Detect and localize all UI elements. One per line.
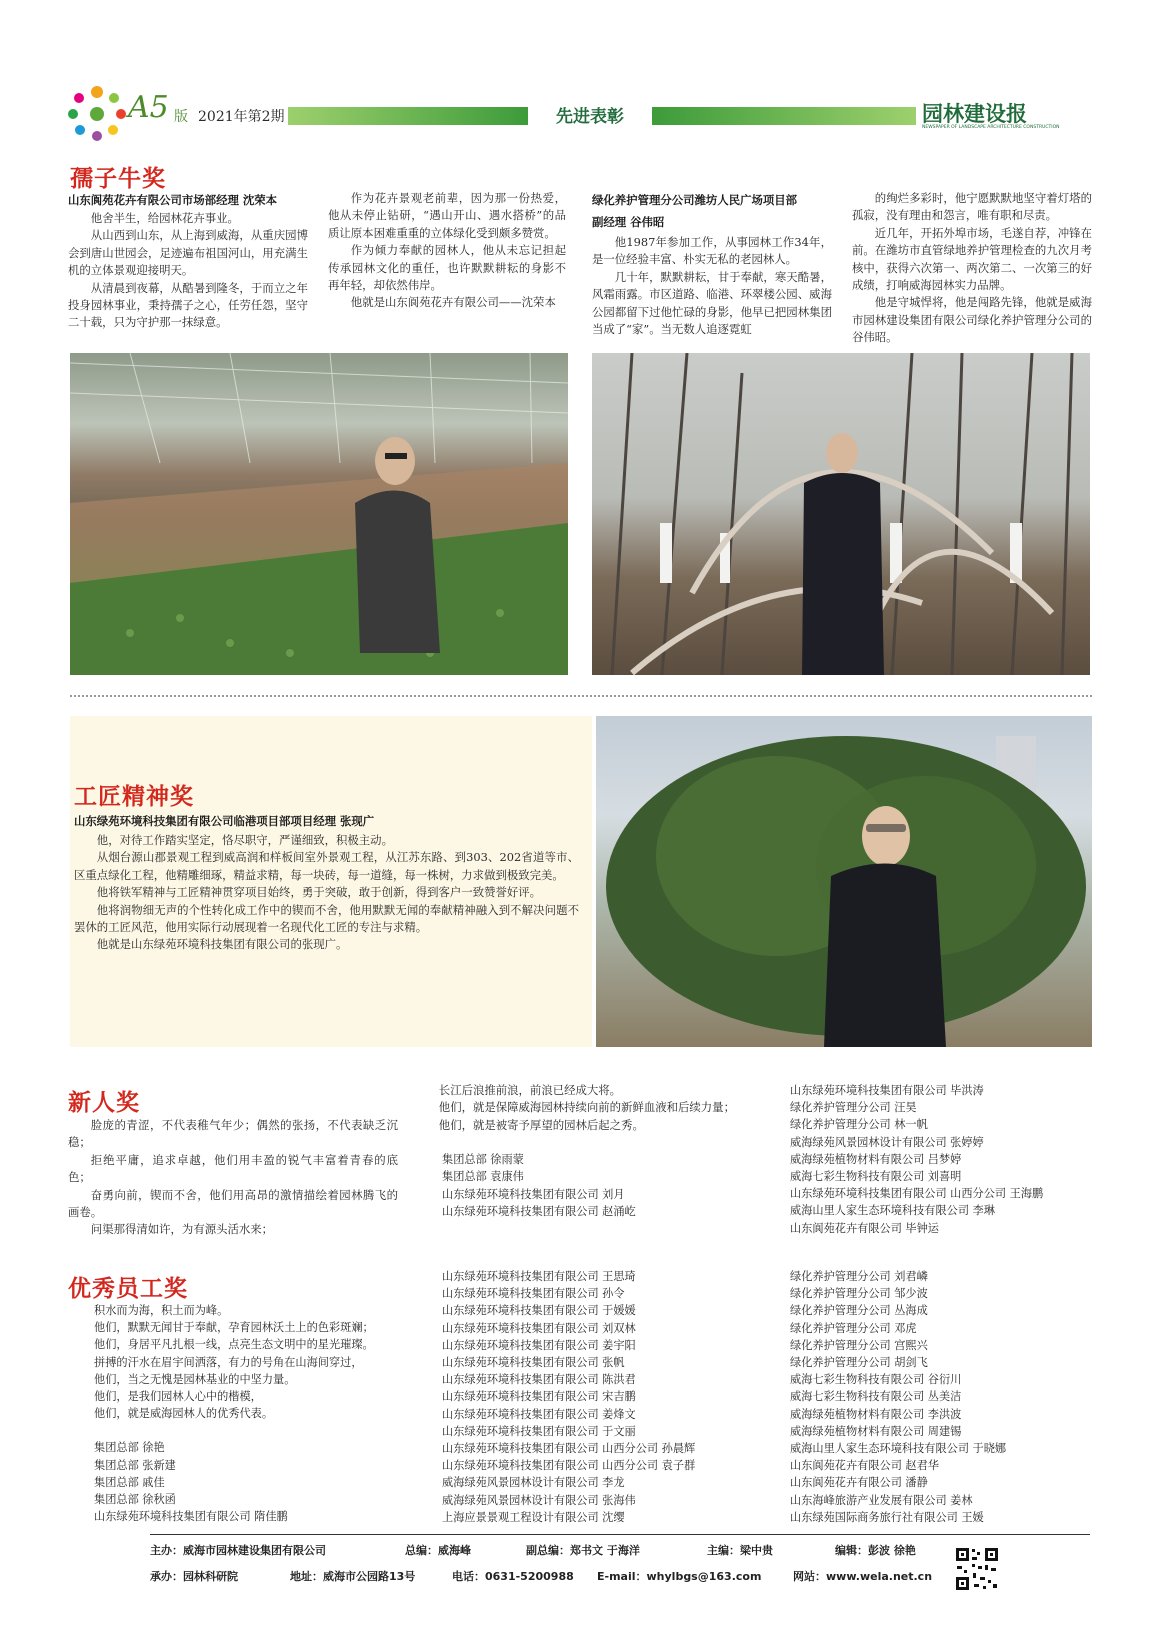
paper-subtitle: NEWSPAPER OF LANDSCAPE ARCHITECTURE CONSTRUCTION	[922, 125, 1060, 130]
award4-title: 优秀员工奖	[68, 1276, 188, 1302]
text-line: 他们，是我们园林人心中的楷模，	[94, 1390, 262, 1404]
list-item: 集团总部 张新建	[94, 1458, 176, 1472]
list-item: 山东海峰旅游产业发展有限公司 姜林	[790, 1493, 973, 1507]
list-item: 绿化养护管理分公司 汪昊	[790, 1101, 917, 1115]
text-line: 他们，当之无愧是园林基业的中坚力量。	[94, 1372, 296, 1386]
award1-col1	[68, 210, 308, 332]
list-item: 集团总部 徐雨蒙	[442, 1153, 524, 1167]
list-item: 集团总部 戚佳	[94, 1475, 165, 1489]
paragraph: 的绚烂多彩时，他宁愿默默地坚守着灯塔的孤寂，没有理由和怨言，唯有职和尽责。	[852, 191, 1092, 223]
list-item: 山东绿苑环境科技集团有限公司 山西分公司 袁子群	[442, 1459, 696, 1473]
list-item: 山东绿苑环境科技集团有限公司 姜宇阳	[442, 1338, 636, 1352]
award4-mid-list	[442, 1268, 695, 1526]
award1b-col1	[592, 234, 832, 338]
paragraph: 脸庞的青涩，不代表稚气年少；偶然的张扬，不代表缺乏沉稳；	[68, 1118, 398, 1150]
paragraph: 从烟台源山郡景观工程到威高润和样板间室外景观工程，从江苏东路、到303、202省道等市、区重点绿化工程，他精雕细琢，精益求精，每一块砖，每一道缝，每一株树，力求做到极致完美。	[74, 850, 579, 882]
award4-right-list	[790, 1268, 1006, 1526]
list-item: 集团总部 徐艳	[94, 1441, 165, 1455]
paragraph: 长江后浪推前浪，前浪已经成大将。	[438, 1083, 622, 1097]
award1-col2	[328, 190, 566, 312]
paragraph: 他们，就是保障威海园林持续向前的新鲜血液和后续力量；	[438, 1100, 735, 1115]
list-item: 山东绿苑环境科技集团有限公司 刘月	[442, 1187, 625, 1201]
footer-deputy-editor: 副总编：郑书文 于海洋	[526, 1544, 640, 1557]
header-bar-left	[288, 107, 528, 125]
list-item: 威海七彩生物科技有限公司 刘喜明	[790, 1170, 962, 1184]
header-bar-right	[652, 107, 916, 125]
footer-editor-in-charge: 主编：梁中贵	[707, 1544, 773, 1557]
list-item: 山东绿苑环境科技集团有限公司 孙令	[442, 1287, 625, 1301]
list-item: 威海山里人家生态环境科技有限公司 于晓娜	[790, 1442, 1007, 1456]
text-line: 积水而为海，积土而为峰。	[94, 1304, 229, 1317]
text-line: 拼搏的汗水在眉宇间洒落，有力的号角在山海间穿过，	[94, 1355, 363, 1369]
list-item: 绿化养护管理分公司 宫熙兴	[790, 1338, 928, 1352]
paragraph: 他舍半生，给园林花卉事业。	[90, 211, 239, 225]
portrait-photo	[596, 716, 1092, 1047]
list-item: 山东阆苑花卉有限公司 赵君华	[790, 1459, 939, 1473]
list-item: 山东绿苑环境科技集团有限公司 宋吉鹏	[442, 1390, 636, 1404]
award3-right-list	[790, 1082, 1043, 1237]
list-item: 山东绿苑环境科技集团有限公司 刘双林	[442, 1321, 636, 1335]
page-suffix: 版	[174, 109, 188, 125]
footer-chief-editor: 总编：威海峰	[405, 1544, 471, 1557]
list-item: 绿化养护管理分公司 邓虎	[790, 1321, 917, 1335]
award1-title: 孺子牛奖	[70, 166, 166, 192]
list-item: 威海绿苑风景园林设计有限公司 李龙	[442, 1476, 625, 1490]
text-line: 他们，身居平凡扎根一线，点亮生态文明中的星光璀璨。	[94, 1338, 374, 1352]
list-item: 山东绿苑环境科技集团有限公司 毕洪涛	[790, 1084, 984, 1097]
list-item: 威海绿苑植物材料有限公司 周建锡	[790, 1424, 962, 1438]
text-line: 他们，就是威海园林人的优秀代表。	[94, 1407, 274, 1421]
award3-title: 新人奖	[68, 1090, 140, 1116]
paragraph: 作为花卉景观老前辈，因为那一份热爱，他从未停止钻研，“遇山开山、遇水搭桥”的品质让原本困难重重的立体绿化受到颇多赞赏。	[328, 191, 566, 240]
flower-logo-icon	[66, 84, 128, 142]
list-item: 威海绿苑植物材料有限公司 李洪波	[790, 1407, 962, 1421]
award1b-byline	[592, 191, 832, 231]
paragraph: 他就是山东绿苑环境科技集团有限公司的张现广。	[96, 937, 348, 952]
award1-byline: 山东阆苑花卉有限公司市场部经理 沈荣本	[68, 193, 277, 207]
award2-byline: 山东绿苑环境科技集团有限公司临港项目部项目经理 张现广	[74, 814, 375, 828]
list-item: 山东阆苑花卉有限公司 潘静	[790, 1476, 928, 1490]
paragraph: 从山西到山东，从上海到威海，从重庆园博会到唐山世园会，足迹遍布祖国河山，用充满生机的立体景观迎接明天。	[68, 228, 308, 278]
page-label: A5	[128, 90, 169, 125]
section-title: 先进表彰	[556, 107, 624, 127]
paper-name: 园林建设报	[922, 101, 1027, 126]
award2-title: 工匠精神奖	[74, 784, 194, 810]
paragraph: 他是守城悍将，他是闯路先锋，他就是威海市园林建设集团有限公司绿化养护管理分公司的谷伟昭。	[852, 295, 1092, 345]
paragraph: 他将润物细无声的个性转化成工作中的锲而不舍，他用默默无闻的奉献精神融入到不解决问题不罢休的工匠风范，他用实际行动展现着一名现代化工匠的专注与求精。	[74, 902, 579, 935]
list-item: 山东绿苑环境科技集团有限公司 王思琦	[442, 1270, 636, 1283]
list-item: 威海绿苑风景园林设计有限公司 张海伟	[442, 1493, 636, 1507]
award1b-col2	[852, 190, 1092, 347]
greenhouse-photo	[70, 353, 568, 675]
award3-mid	[416, 1082, 750, 1220]
text-line: 他们，默默无闻甘于奉献，孕育园林沃土上的色彩斑斓；	[94, 1321, 374, 1335]
list-item: 山东绿苑环境科技集团有限公司 赵涌屹	[442, 1204, 636, 1218]
shrub-portrait-icon	[596, 716, 1092, 1047]
paragraph: 问渠那得清如许，为有源头活水来；	[90, 1222, 274, 1237]
award4-left-lines	[94, 1302, 374, 1525]
list-item: 威海七彩生物科技有限公司 谷衍川	[790, 1373, 962, 1387]
list-item: 山东绿苑环境科技集团有限公司 姜烽文	[442, 1407, 636, 1421]
footer-rule	[150, 1534, 1090, 1535]
award2-body	[74, 832, 579, 954]
list-item: 集团总部 徐秋函	[94, 1493, 176, 1507]
paragraph: 他，对待工作踏实坚定，恪尽职守，严谨细致，积极主动。	[96, 833, 393, 847]
qr-code-icon	[954, 1546, 1000, 1592]
list-item: 威海绿苑风景园林设计有限公司 张婷婷	[790, 1135, 984, 1149]
list-item: 绿化养护管理分公司 刘君嶙	[790, 1270, 928, 1283]
award3-mid-list	[416, 1151, 750, 1220]
list-item: 绿化养护管理分公司 邹少波	[790, 1287, 928, 1301]
list-item: 威海七彩生物科技有限公司 丛美洁	[790, 1390, 962, 1404]
list-item: 山东绿苑环境科技集团有限公司 陈洪君	[442, 1373, 636, 1387]
paragraph: 他1987年参加工作，从事园林工作34年，是一位经验丰富、朴实无私的老园林人。	[592, 235, 832, 267]
footer-website[interactable]: 网站：www.wela.net.cn	[793, 1570, 933, 1583]
list-item: 山东绿苑环境科技集团有限公司 隋佳鹏	[94, 1510, 288, 1524]
award3-left	[68, 1117, 398, 1239]
byline-line: 副经理 谷伟昭	[592, 215, 665, 229]
orchard-photo	[592, 353, 1090, 675]
masthead	[60, 84, 1110, 140]
footer-host: 主办：威海市园林建设集团有限公司	[150, 1544, 326, 1557]
list-item: 绿化养护管理分公司 林一帆	[790, 1118, 928, 1132]
list-item: 威海绿苑植物材料有限公司 吕梦婷	[790, 1152, 962, 1166]
byline-line: 绿化养护管理分公司潍坊人民广场项目部	[592, 193, 798, 207]
list-item: 上海应景景观工程设计有限公司 沈缨	[442, 1510, 625, 1524]
paragraph: 他们，就是被寄予厚望的园林后起之秀。	[438, 1117, 644, 1132]
paragraph: 拒绝平庸，追求卓越，他们用丰盈的锐气丰富着青春的底色；	[68, 1152, 398, 1185]
list-item: 山东绿苑环境科技集团有限公司 于文丽	[442, 1424, 636, 1438]
footer-organizer: 承办：园林科研院	[150, 1570, 238, 1583]
paragraph: 几十年，默默耕耘，甘于奉献，寒天酷暑，风霜雨露。市区道路、临港、环翠楼公园、威海公园都留下过他忙碌的身影，他早已把园林集团当成了“家”。当无数人追逐霓虹	[592, 269, 832, 337]
list-item: 山东阆苑花卉有限公司 毕钟运	[790, 1221, 939, 1235]
footer-email[interactable]: E-mail：whylbgs@163.com	[597, 1570, 762, 1583]
paragraph: 他将铁军精神与工匠精神贯穿项目始终，勇于突破，敢于创新，得到客户一致赞誉好评。	[96, 885, 542, 900]
list-item: 山东绿苑国际商务旅行社有限公司 王媛	[790, 1510, 984, 1524]
paragraph: 从清晨到夜幕，从酷暑到隆冬，于而立之年投身园林事业，秉持孺子之心，任劳任怨，坚守二十载，只为守护那一抹绿意。	[68, 280, 308, 330]
footer-address: 地址：威海市公园路13号	[290, 1570, 416, 1583]
paragraph: 作为倾力奉献的园林人，他从未忘记担起传承园林文化的重任，也许默默耕耘的身影不再年轻，却依然伟岸。	[328, 243, 566, 293]
list-item: 山东绿苑环境科技集团有限公司 山西分公司 孙晨辉	[442, 1442, 696, 1456]
paragraph: 近几年，开拓外埠市场，毛遂自荐，冲锋在前。在潍坊市直管绿地养护管理检查的九次月考核中，获得六次第一、两次第二、一次第三的好成绩，打响威海园林实力品牌。	[852, 225, 1092, 293]
tree-scene-icon	[592, 353, 1090, 675]
footer-phone: 电话：0631-5200988	[452, 1570, 574, 1583]
paragraph: 他就是山东阆苑花卉有限公司——沈荣本	[350, 295, 556, 310]
list-item: 山东绿苑环境科技集团有限公司 于媛媛	[442, 1304, 636, 1318]
section-divider	[70, 695, 1092, 697]
footer-editors: 编辑：彭波 徐艳	[835, 1544, 916, 1557]
list-item: 绿化养护管理分公司 丛海成	[790, 1304, 928, 1318]
issue-number: 2021年第2期	[198, 109, 285, 125]
list-item: 山东绿苑环境科技集团有限公司 张帆	[442, 1356, 625, 1370]
list-item: 山东绿苑环境科技集团有限公司 山西分公司 王海鹏	[790, 1187, 1044, 1201]
list-item: 威海山里人家生态环境科技有限公司 李琳	[790, 1204, 995, 1218]
list-item: 绿化养护管理分公司 胡剑飞	[790, 1356, 928, 1370]
list-item: 集团总部 袁康伟	[442, 1170, 524, 1184]
greenhouse-scene-icon	[70, 353, 568, 675]
paragraph: 奋勇向前，锲而不舍，他们用高昂的激情描绘着园林腾飞的画卷。	[68, 1187, 398, 1220]
